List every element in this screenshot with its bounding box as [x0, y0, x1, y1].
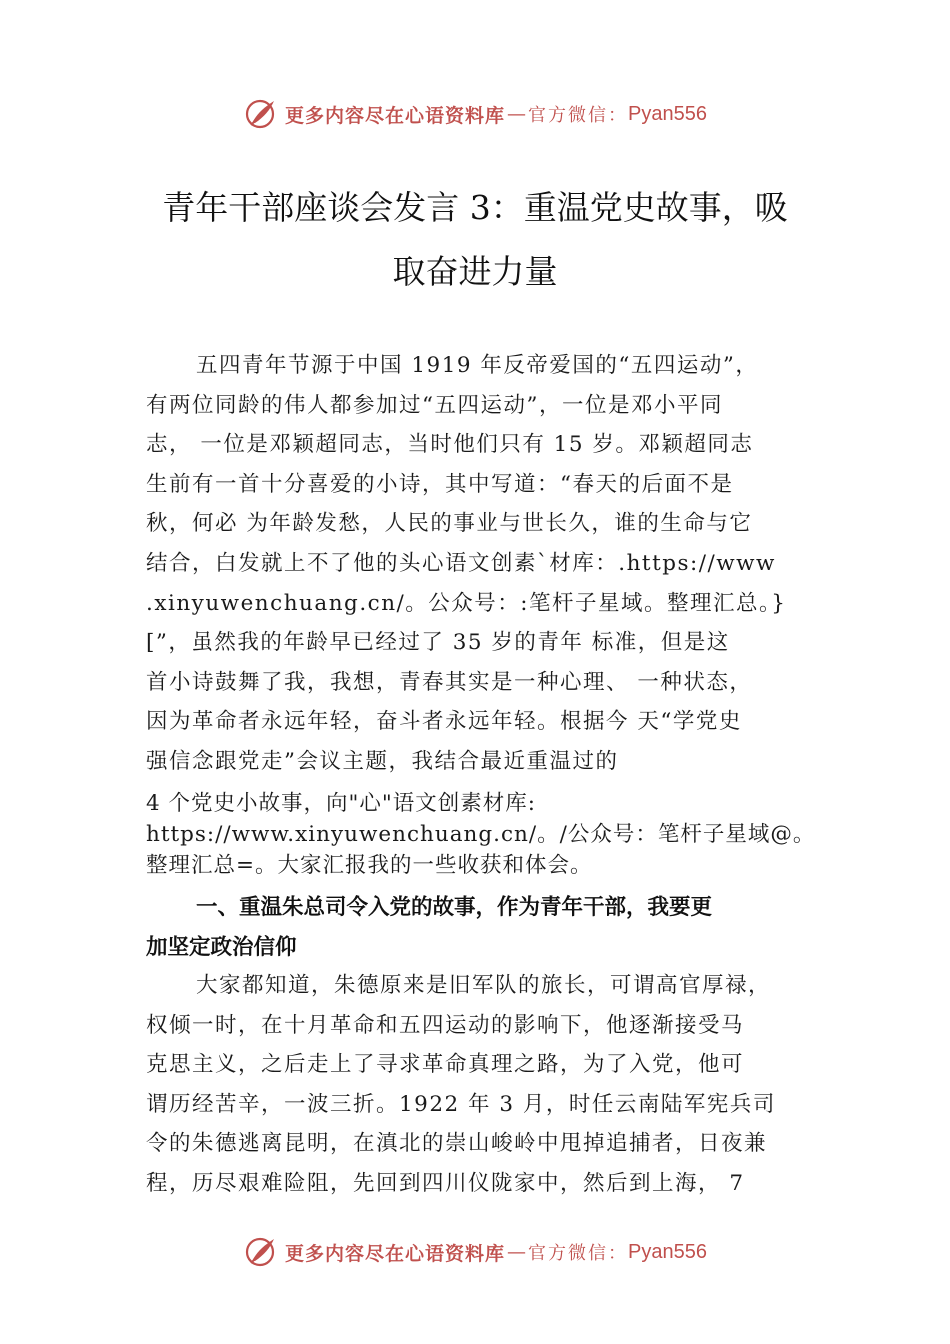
section-heading	[146, 888, 826, 968]
banner-wechat-id: Pyan556	[628, 102, 707, 125]
banner-wechat-label: 官方微信：	[528, 105, 629, 126]
text-line: 4 个党史小故事，向"心"语文创素材库:	[146, 791, 537, 816]
heading-line: 加坚定政治信仰	[146, 935, 297, 960]
quill-logo-icon	[243, 96, 279, 132]
text-line: https://www.xinyuwenchuang.cn/。/公众号：笔杆子星域@。	[146, 822, 816, 847]
text-line: 结合，白发就上不了他的头心语文创素`材库：.https://www	[146, 550, 776, 576]
text-line: 志， 一位是邓颖超同志，当时他们只有 15 岁。邓颖超同志	[146, 432, 754, 458]
banner-brand: 更多内容尽在心语资料库	[285, 1242, 506, 1265]
paragraph-2	[146, 788, 826, 881]
header-banner	[0, 94, 950, 134]
heading-line: 一、重温朱总司令入党的故事，作为青年干部，我要更	[196, 895, 713, 920]
text-line: 秋，何必 为年龄发愁，人民的事业与世长久，谁的生命与它	[146, 511, 753, 537]
title-line: 取奋进力量	[392, 252, 558, 291]
text-line: 有两位同龄的伟人都参加过“五四运动”，一位是邓小平同	[146, 392, 723, 418]
footer-banner	[0, 1232, 950, 1272]
text-line: [”，虽然我的年龄早已经过了 35 岁的青年 标准，但是这	[146, 630, 730, 656]
text-line: 强信念跟党走”会议主题，我结合最近重温过的	[146, 748, 619, 774]
title-line: 青年干部座谈会发言 3：重温党史故事，吸	[162, 188, 788, 227]
text-line: 五四青年节源于中国 1919 年反帝爱国的“五四运动”，	[196, 353, 759, 378]
banner-brand: 更多内容尽在心语资料库	[285, 104, 506, 127]
paragraph-1	[146, 346, 826, 782]
banner-wechat-label: 官方微信：	[528, 1243, 629, 1264]
text-line: 克思主义，之后走上了寻求革命真理之路，为了入党，他可	[146, 1052, 745, 1078]
banner-dash: —	[507, 103, 527, 125]
text-line: 令的朱德逃离昆明，在滇北的崇山峻岭中甩掉追捕者，日夜兼	[146, 1131, 768, 1157]
text-line: 程，历尽艰难险阻，先回到四川仪陇家中，然后到上海， 7	[146, 1170, 745, 1196]
text-line: 首小诗鼓舞了我，我想，青春其实是一种心理、 一种状态，	[146, 669, 753, 695]
text-line: 整理汇总=。大家汇报我的一些收获和体会。	[146, 853, 593, 878]
quill-logo-icon	[243, 1234, 279, 1270]
document-title	[130, 176, 820, 304]
text-line: 谓历经苦辛，一波三折。1922 年 3 月，时任云南陆军宪兵司	[146, 1091, 776, 1117]
paragraph-3	[146, 966, 826, 1204]
text-line: .xinyuwenchuang.cn/。公众号：:笔杆子星域。整理汇总。}	[146, 590, 787, 616]
text-line: 生前有一首十分喜爱的小诗，其中写道：“春天的后面不是	[146, 471, 734, 497]
banner-dash: —	[507, 1241, 527, 1263]
banner-wechat-id: Pyan556	[628, 1240, 707, 1263]
text-line: 大家都知道，朱德原来是旧军队的旅长，可谓高官厚禄，	[196, 973, 772, 998]
text-line: 权倾一时，在十月革命和五四运动的影响下，他逐渐接受马	[146, 1012, 745, 1038]
text-line: 因为革命者永远年轻，奋斗者永远年轻。根据今 天“学党史	[146, 709, 742, 735]
